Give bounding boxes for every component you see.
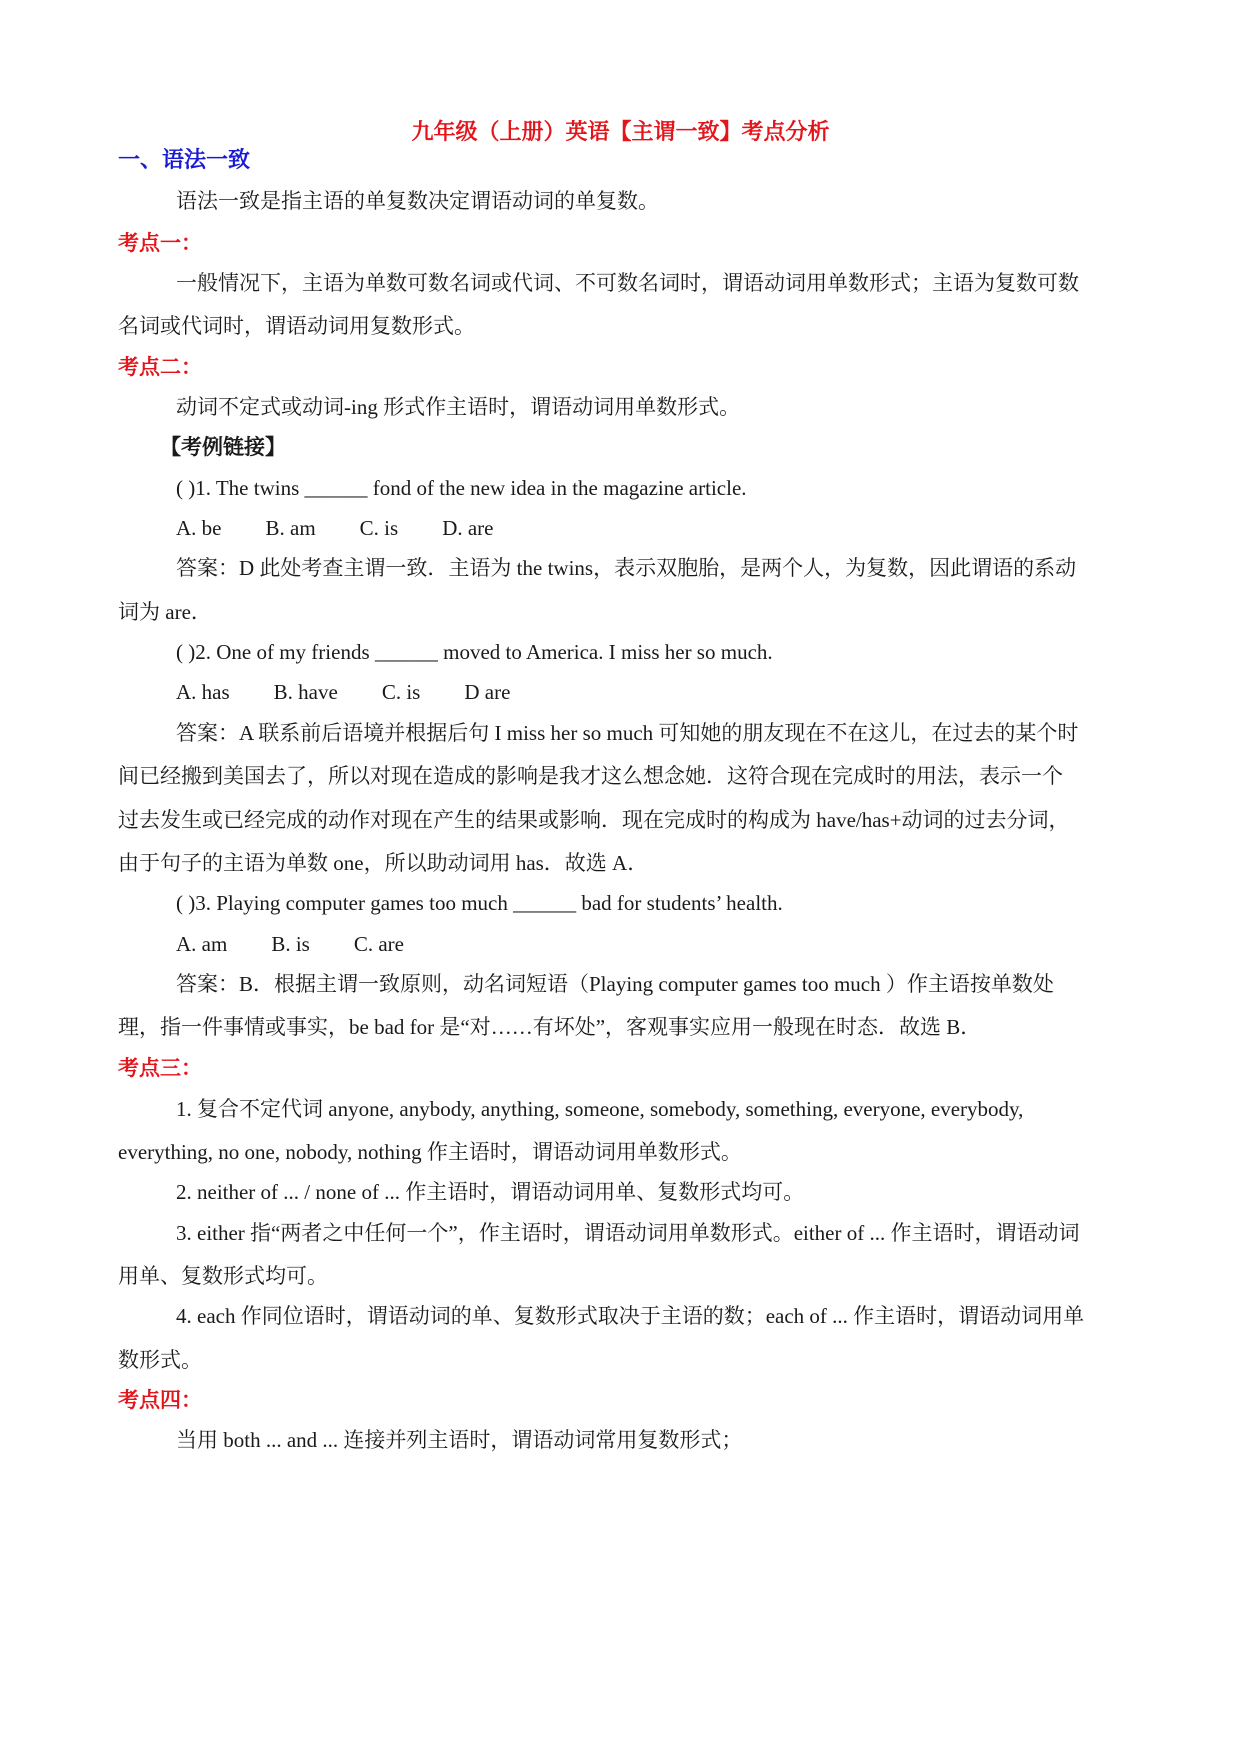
option-a: A. has [176, 680, 230, 704]
question-3-options [176, 929, 448, 959]
kaodian-3-point-3-line1: 3. either 指“两者之中任何一个”，作主语时，谓语动词用单数形式。either of ... 作主语时，谓语动词 [176, 1221, 1080, 1245]
question-2-options [176, 677, 554, 707]
kaodian-3-point-1-line2: everything, no one, nobody, nothing 作主语时，谓语动词用单数形式。 [118, 1140, 742, 1164]
kaodian-2-heading: 考点二： [118, 355, 202, 379]
question-1-stem: ( )1. The twins ______ fond of the new idea in the magazine article. [176, 476, 747, 500]
question-3-stem: ( )3. Playing computer games too much ______ bad for students’ health. [176, 891, 783, 915]
kaodian-1-text-line1: 一般情况下，主语为单数可数名词或代词、不可数名词时，谓语动词用单数形式；主语为复数可数 [176, 271, 1079, 295]
answer-2-line3: 过去发生或已经完成的动作对现在产生的结果或影响．现在完成时的构成为 have/has+动词的过去分词， [118, 808, 1070, 832]
option-c: C. are [353, 932, 404, 956]
kaodian-3-point-2: 2. neither of ... / none of ... 作主语时，谓语动词用单、复数形式均可。 [176, 1180, 805, 1204]
section-1-intro: 语法一致是指主语的单复数决定谓语动词的单复数。 [176, 189, 659, 213]
answer-1-line1: 答案：D 此处考查主谓一致．主语为 the twins，表示双胞胎，是两个人，为复数，因此谓语的系动 [176, 556, 1077, 580]
option-b: B. am [265, 516, 316, 540]
kaodian-3-point-1-line1: 1. 复合不定代词 anyone, anybody, anything, someone, somebody, something, everyone, everybody, [176, 1097, 1024, 1121]
option-c: C. is [381, 680, 421, 704]
answer-2-line4: 由于句子的主语为单数 one，所以助动词用 has．故选 A． [118, 851, 649, 875]
option-b: B. is [271, 932, 310, 956]
section-1-heading: 一、语法一致 [118, 148, 251, 173]
kaodian-4-heading: 考点四： [118, 1388, 202, 1412]
answer-1-line2: 词为 are． [118, 600, 212, 624]
kaodian-2-text: 动词不定式或动词-ing 形式作主语时，谓语动词用单数形式。 [176, 395, 741, 419]
kaodian-1-heading: 考点一： [118, 231, 202, 255]
question-1-options [176, 513, 538, 543]
kaodian-4-text: 当用 both ... and ... 连接并列主语时，谓语动词常用复数形式； [176, 1428, 743, 1452]
kaodian-3-heading: 考点三： [118, 1056, 202, 1080]
kaodian-3-point-3-line2: 用单、复数形式均可。 [118, 1264, 328, 1288]
answer-2-line2: 间已经搬到美国去了，所以对现在造成的影响是我才这么想念她．这符合现在完成时的用法，表示一个 [118, 764, 1063, 788]
answer-3-line2: 理，指一件事情或事实，be bad for 是“对……有坏处”，客观事实应用一般现在时态．故选 B． [118, 1015, 982, 1039]
option-d: D. are [442, 516, 494, 540]
kaodian-1-text-line2: 名词或代词时，谓语动词用复数形式。 [118, 314, 475, 338]
option-d: D are [464, 680, 511, 704]
option-b: B. have [273, 680, 338, 704]
option-c: C. is [359, 516, 399, 540]
example-link-heading: 【考例链接】 [160, 435, 286, 459]
answer-2-line1: 答案：A 联系前后语境并根据后句 I miss her so much 可知她的朋友现在不在这儿，在过去的某个时 [176, 721, 1079, 745]
question-2-stem: ( )2. One of my friends ______ moved to America. I miss her so much. [176, 640, 773, 664]
kaodian-3-point-4-line1: 4. each 作同位语时，谓语动词的单、复数形式取决于主语的数；each of ... 作主语时，谓语动词用单 [176, 1304, 1085, 1328]
option-a: A. am [176, 932, 228, 956]
doc-title: 九年级（上册）英语【主谓一致】考点分析 [411, 120, 830, 145]
option-a: A. be [176, 516, 222, 540]
answer-3-line1: 答案：B．根据主谓一致原则，动名词短语（Playing computer games too much ）作主语按单数处 [176, 972, 1054, 996]
kaodian-3-point-4-line2: 数形式。 [118, 1348, 202, 1372]
